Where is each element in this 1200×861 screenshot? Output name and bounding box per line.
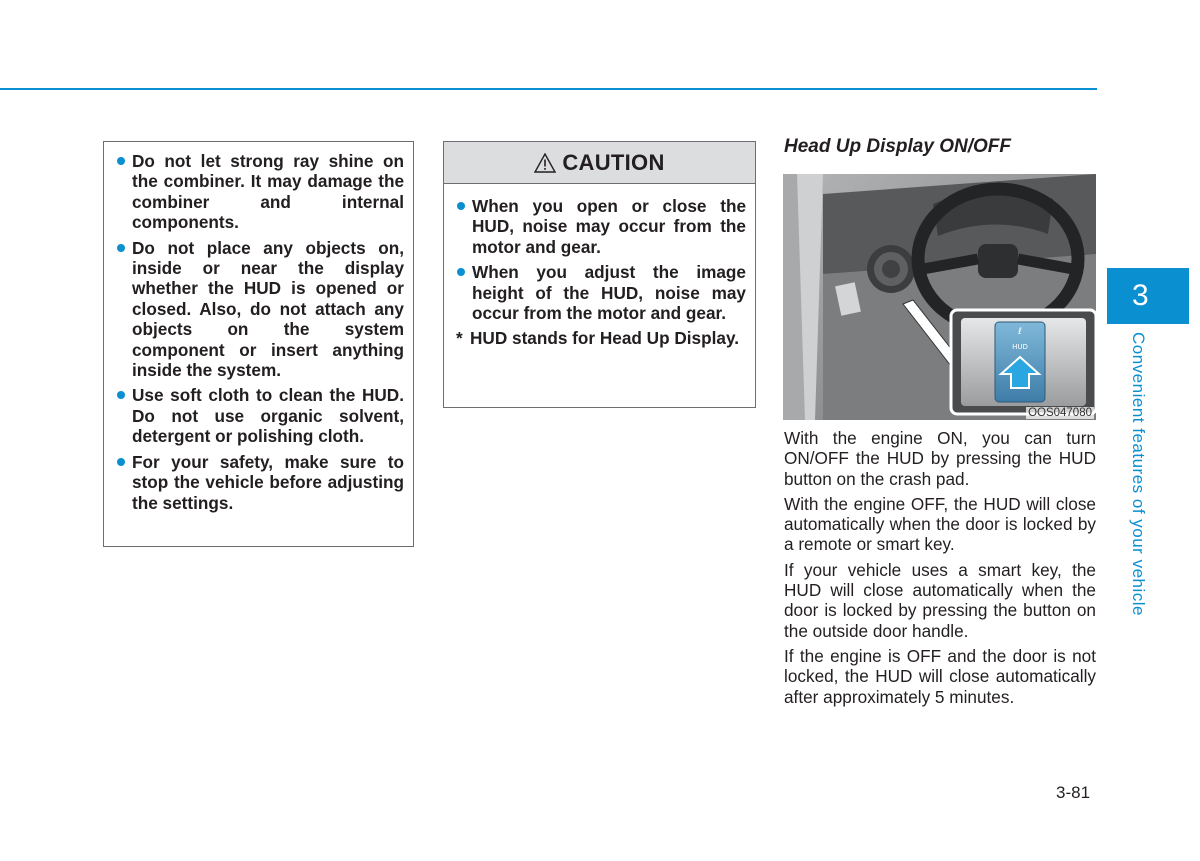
hud-button-label: HUD (1012, 343, 1028, 351)
notice-box (103, 141, 414, 547)
hud-button-illustration (783, 174, 1096, 420)
list-item: Use soft cloth to clean the HUD. Do not use organic solvent, detergent or polishing cloth. (116, 385, 404, 446)
notice-list (116, 151, 404, 513)
list-item: When you adjust the image height of the HUD, noise may occur from the motor and gear. (456, 262, 746, 323)
paragraph: If your vehicle uses a smart key, the HUD will close automatically when the door is locked by pressing the button on the outside door handle. (784, 559, 1096, 641)
chapter-tab (1107, 268, 1189, 324)
caution-title: CAUTION (562, 149, 665, 175)
page-number: 3-81 (1056, 783, 1091, 802)
caution-box (443, 141, 756, 408)
list-item: Do not let strong ray shine on the combiner. It may damage the combiner and internal components. (116, 151, 404, 233)
list-item: For your safety, make sure to stop the vehicle before adjusting the settings. (116, 452, 404, 513)
caution-header (444, 142, 755, 184)
list-item: Do not place any objects on, inside or near the display whether the HUD is opened or closed. Also, do not attach any objects on the system component or insert anything inside the system. (116, 238, 404, 381)
svg-text:ℓ: ℓ (1018, 327, 1022, 337)
section-title: Head Up Display ON/OFF (784, 136, 1011, 157)
list-item: When you open or close the HUD, noise may occur from the motor and gear. (456, 196, 746, 257)
section-body (784, 428, 1096, 712)
paragraph: With the engine ON, you can turn ON/OFF the HUD by pressing the HUD button on the crash pad. (784, 428, 1096, 489)
chapter-number: 3 (1132, 279, 1149, 312)
footnote-mark: * (456, 328, 463, 349)
footnote-text: HUD stands for Head Up Display. (470, 328, 739, 349)
chapter-name: Convenient features of your vehicle (1129, 332, 1148, 616)
caution-body (444, 184, 755, 349)
dashboard-image (783, 174, 1096, 420)
figure-code: OOS047080 (1028, 407, 1092, 419)
footnote (456, 328, 746, 348)
warning-triangle-icon (534, 153, 556, 173)
paragraph: If the engine is OFF and the door is not locked, the HUD will close automatically after approximately 5 minutes. (784, 645, 1096, 707)
caution-list (456, 196, 746, 323)
paragraph: With the engine OFF, the HUD will close automatically when the door is locked by a remote or smart key. (784, 493, 1096, 555)
header-rule (0, 88, 1097, 90)
